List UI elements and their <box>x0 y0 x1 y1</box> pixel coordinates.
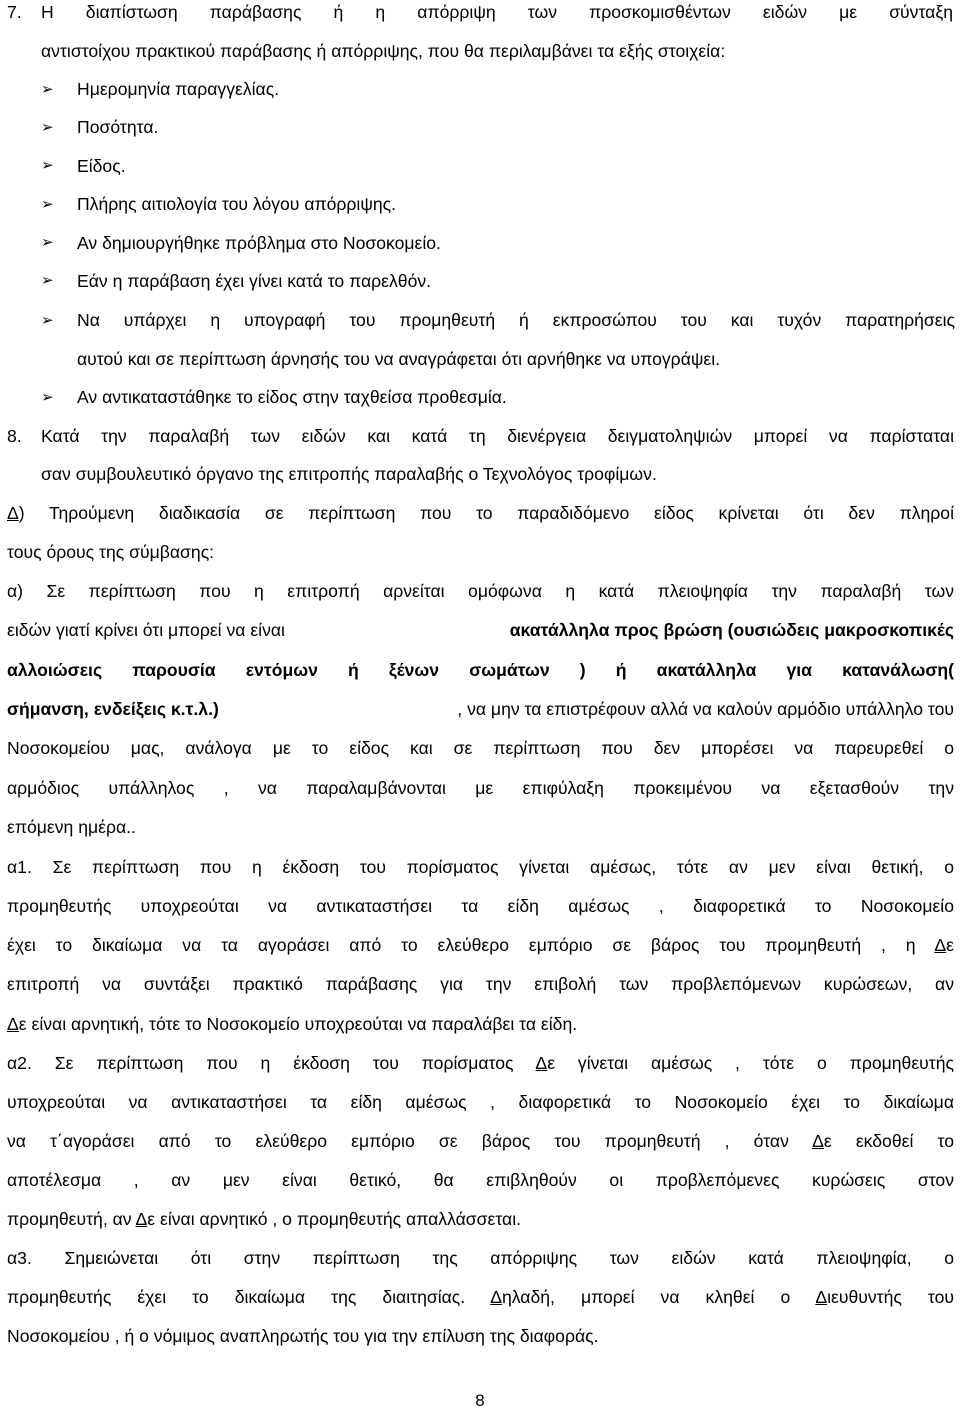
item-8-line-1: Κατά την παραλαβή των ειδών και κατά τη διενέργεια δειγματοληψιών μπορεί να παρίσταται <box>41 426 954 446</box>
para-a3-line-2: προμηθευτής έχει το δικαίωμα της διαιτησίας. Δηλαδή, μπορεί να κληθεί ο Διευθυντής του <box>7 1287 954 1307</box>
bullet-item: Ποσότητα. <box>77 117 159 137</box>
bullet-item: Αν δημιουργήθηκε πρόβλημα στο Νοσοκομείο. <box>77 233 441 253</box>
item-7-line-1: Η διαπίστωση παράβασης ή η απόρριψη των προσκομισθέντων ειδών με σύνταξη <box>41 2 953 22</box>
para-a-line-6: αρμόδιος υπάλληλος , να παραλαμβάνονται με επιφύλαξη προκειμένου να εξετασθούν την <box>7 778 954 798</box>
item-7-line-2: αντιστοίχου πρακτικού παράβασης ή απόρριψης, που θα περιλαμβάνει τα εξής στοιχεία: <box>41 41 726 61</box>
para-a2-line-3: να τ΄αγοράσει από το ελεύθερο εμπόριο σε βάρος του προμηθευτή , όταν Δε εκδοθεί το <box>7 1131 954 1151</box>
arrowhead-bullet-icon: ➢ <box>41 196 54 213</box>
para-a-line-3: αλλοιώσεις παρουσία εντόμων ή ξένων σωμάτων ) ή ακατάλληλα για κατανάλωση( <box>7 660 954 680</box>
item-8-line-2: σαν συμβουλευτικό όργανο της επιτροπής παραλαβής ο Τεχνολόγος τροφίμων. <box>41 464 657 484</box>
bullet-item: Είδος. <box>77 156 126 176</box>
para-a-line-7: επόμενη ημέρα.. <box>7 817 136 837</box>
bullet-item: Αν αντικαταστάθηκε το είδος στην ταχθείσα προθεσμία. <box>77 387 507 407</box>
para-a-bold-phrase: ακατάλληλα προς βρώση (ουσιώδεις μακροσκοπικές <box>509 620 954 640</box>
arrowhead-bullet-icon: ➢ <box>41 389 54 406</box>
para-a-line-4: σήμανση, ενδείξεις κ.τ.λ.) , να μην τα επιστρέφουν αλλά να καλούν αρμόδιο υπάλληλο του <box>7 699 954 719</box>
section-d-letter: Δ <box>7 503 19 523</box>
para-a2-line-4: αποτέλεσμα , αν μεν είναι θετικό, θα επιβληθούν οι προβλεπόμενες κυρώσεις στον <box>7 1170 954 1190</box>
arrowhead-bullet-icon: ➢ <box>41 234 54 251</box>
para-a1-line-3: έχει το δικαίωμα να τα αγοράσει από το ελεύθερο εμπόριο σε βάρος του προμηθευτή , η Δε <box>7 935 954 955</box>
item-8-number: 8. <box>7 426 22 446</box>
para-a1-line-4: επιτροπή να συντάξει πρακτικό παράβασης για την επιβολή των προβλεπόμενων κυρώσεων, αν <box>7 974 954 994</box>
bullet-item-continuation: αυτού και σε περίπτωση άρνησής του να αναγράφεται ότι αρνήθηκε να υπογράψει. <box>77 349 721 369</box>
para-a1-line-5: Δε είναι αρνητική, τότε το Νοσοκομείο υποχρεούται να παραλάβει τα είδη. <box>7 1014 578 1034</box>
para-a1-line-2: προμηθευτής υποχρεούται να αντικαταστήσει τα είδη αμέσως , διαφορετικά το Νοσοκομείο <box>7 896 954 916</box>
para-a3-line-1: α3. Σημειώνεται ότι στην περίπτωση της απόρριψης των ειδών κατά πλειοψηφία, ο <box>7 1248 954 1268</box>
bullet-item: Πλήρης αιτιολογία του λόγου απόρριψης. <box>77 194 397 214</box>
arrowhead-bullet-icon: ➢ <box>41 81 54 98</box>
para-a-line-1: α) Σε περίπτωση που η επιτροπή αρνείται ομόφωνα η κατά πλειοψηφία την παραλαβή των <box>7 581 954 601</box>
page-number: 8 <box>475 1391 485 1410</box>
section-d-line-2: τους όρους της σύμβασης: <box>7 542 215 562</box>
bullet-item: Εάν η παράβαση έχει γίνει κατά το παρελθόν. <box>77 271 432 291</box>
section-d-heading: Δ) Τηρούμενη διαδικασία σε περίπτωση που το παραδιδόμενο είδος κρίνεται ότι δεν πληροί <box>7 503 954 523</box>
para-a2-line-2: υποχρεούται να αντικαταστήσει τα είδη αμέσως , διαφορετικά το Νοσοκομείο έχει το δικαίωμα <box>7 1092 954 1112</box>
arrowhead-bullet-icon: ➢ <box>41 312 54 329</box>
arrowhead-bullet-icon: ➢ <box>41 272 54 289</box>
arrowhead-bullet-icon: ➢ <box>41 119 54 136</box>
item-7-number: 7. <box>7 2 22 22</box>
para-a-line-5: Νοσοκομείου μας, ανάλογα με το είδος και σε περίπτωση που δεν μπορέσει να παρευρεθεί ο <box>7 738 954 758</box>
para-a1-line-1: α1. Σε περίπτωση που η έκδοση του πορίσματος γίνεται αμέσως, τότε αν μεν είναι θετική, ο <box>7 857 954 877</box>
bullet-item: Ημερομηνία παραγγελίας. <box>77 79 280 99</box>
para-a2-line-5: προμηθευτή, αν Δε είναι αρνητικό , ο προμηθευτής απαλλάσσεται. <box>7 1209 522 1229</box>
bullet-item: Να υπάρχει η υπογραφή του προμηθευτή ή εκπροσώπου του και τυχόν παρατηρήσεις <box>77 310 955 330</box>
para-a-line-2: ειδών γιατί κρίνει ότι μπορεί να είναι ακατάλληλα προς βρώση (ουσιώδεις μακροσκοπικές <box>7 620 954 640</box>
arrowhead-bullet-icon: ➢ <box>41 157 54 174</box>
para-a2-line-1: α2. Σε περίπτωση που η έκδοση του πορίσματος Δε γίνεται αμέσως , τότε ο προμηθευτής <box>7 1053 955 1073</box>
para-a3-line-3: Νοσοκομείου , ή ο νόμιμος αναπληρωτής του για την επίλυση της διαφοράς. <box>7 1326 599 1346</box>
